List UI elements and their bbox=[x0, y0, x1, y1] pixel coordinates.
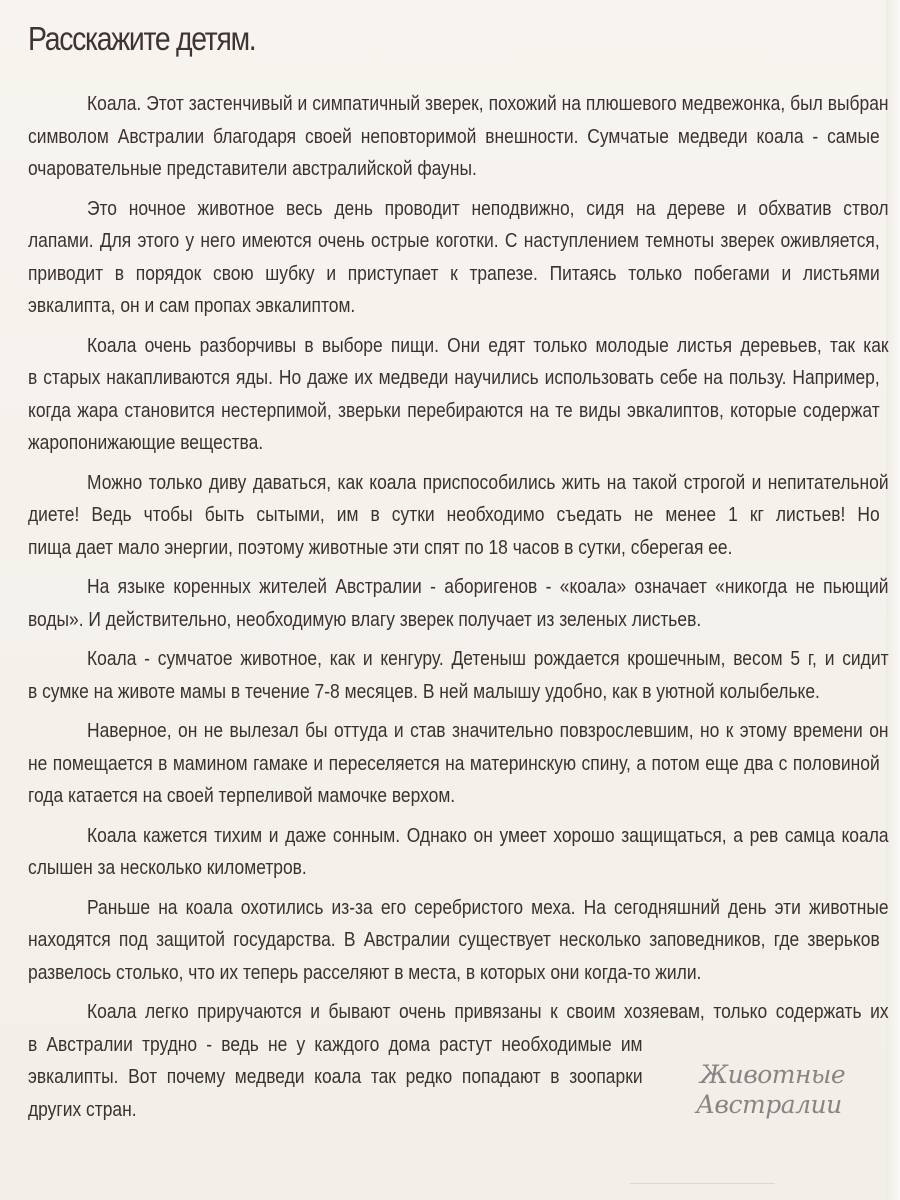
text-line-content: лапами. Для этого у него имеются очень острые коготки. С наступлением темноты зверек оживляется, bbox=[28, 229, 880, 252]
text-line bbox=[28, 715, 889, 748]
paragraph bbox=[28, 715, 889, 813]
text-line bbox=[28, 604, 880, 637]
text-line-content: слышен за несколько километров. bbox=[28, 856, 307, 879]
text-line bbox=[28, 957, 880, 990]
text-line-content: Коала легко приручаются и бывают очень привязаны к своим хозяевам, только содержать их bbox=[87, 1000, 889, 1023]
text-line-content: не помещается в мамином гамаке и переселяется на материнскую спину, а потом еще два с половиной bbox=[28, 751, 880, 775]
text-line-content: находятся под защитой государства. В Австралии существует несколько заповедников, где зверьков bbox=[28, 928, 880, 951]
text-line-content: диете! Ведь чтобы быть сытыми, им в сутки необходимо съедать не менее 1 кг листьев! Но bbox=[28, 503, 880, 526]
text-line bbox=[28, 427, 880, 460]
text-line bbox=[28, 499, 880, 532]
paragraph bbox=[28, 820, 889, 885]
text-line bbox=[28, 193, 889, 226]
text-line-content: эвкалипта, он и сам пропах эвкалиптом. bbox=[28, 294, 356, 317]
text-line-content: Наверное, он не вылезал бы оттуда и став значительно повзрослевшим, но к этому времени он bbox=[87, 719, 889, 742]
article-body bbox=[28, 88, 889, 1133]
text-line bbox=[28, 780, 880, 813]
paragraph bbox=[28, 330, 889, 460]
text-line bbox=[28, 225, 880, 258]
signature-line-1: Животные bbox=[700, 1060, 846, 1089]
text-line bbox=[28, 643, 889, 676]
text-line bbox=[28, 748, 880, 781]
text-line bbox=[28, 852, 880, 885]
text-line-content: Коала. Этот застенчивый и симпатичный зверек, похожий на плюшевого медвежонка, был выбран bbox=[87, 92, 889, 115]
text-line-content: приводит в порядок свою шубку и приступает к трапезе. Питаясь только побегами и листьями bbox=[28, 261, 880, 285]
text-line-content: пища дает мало энергии, поэтому животные эти спят по 18 часов в сутки, сберегая ее. bbox=[28, 535, 733, 559]
text-line-content: воды». И действительно, необходимую влагу зверек получает из зеленых листьев. bbox=[28, 607, 702, 631]
text-line-content: жаропонижающие вещества. bbox=[28, 431, 264, 454]
text-line bbox=[28, 88, 889, 121]
text-line bbox=[28, 820, 889, 853]
divider bbox=[630, 1183, 775, 1184]
text-line bbox=[28, 924, 880, 957]
text-line-content: Раньше на коала охотились из-за его серебристого меха. На сегодняшний день эти животные bbox=[87, 895, 889, 919]
text-line-content: Коала - сумчатое животное, как и кенгуру. Детеныш рождается крошечным, весом 5 г, и сидит bbox=[87, 647, 889, 670]
text-line bbox=[28, 532, 880, 565]
text-line bbox=[28, 330, 889, 363]
text-line-content: в Австралии трудно - ведь не у каждого дома растут необходимые им bbox=[28, 1032, 643, 1056]
text-line-content: в сумке на животе мамы в течение 7-8 месяцев. В ней малышу удобно, как в уютной колыбельке. bbox=[28, 679, 820, 703]
paragraph bbox=[28, 643, 889, 708]
text-line bbox=[28, 1029, 880, 1062]
text-line-content: других стран. bbox=[28, 1097, 137, 1121]
page-title: Расскажите детям. bbox=[28, 20, 256, 57]
text-line-content: когда жара становится нестерпимой, зверьки перебираются на те виды эвкалиптов, которые содержат bbox=[28, 398, 880, 422]
text-line-content: эвкалипты. Вот почему медведи коала так редко попадают в зоопарки bbox=[28, 1065, 643, 1088]
paragraph bbox=[28, 892, 889, 990]
text-line bbox=[28, 153, 880, 186]
text-line-content: На языке коренных жителей Австралии - аборигенов - «коала» означает «никогда не пьющий bbox=[87, 575, 889, 598]
paragraph bbox=[28, 467, 889, 565]
text-line bbox=[28, 676, 880, 709]
text-line-content: Это ночное животное весь день проводит неподвижно, сидя на дереве и обхватив ствол bbox=[87, 196, 889, 220]
text-line bbox=[28, 362, 880, 395]
text-line-content: очаровательные представители австралийской фауны. bbox=[28, 157, 477, 180]
text-line bbox=[28, 395, 880, 428]
text-line bbox=[28, 571, 889, 604]
text-line bbox=[28, 996, 889, 1029]
text-line-content: Коала кажется тихим и даже сонным. Однако он умеет хорошо защищаться, а рев самца коала bbox=[87, 823, 889, 847]
text-line bbox=[28, 290, 880, 323]
text-line bbox=[28, 892, 889, 925]
signature-line-2: Австралии bbox=[696, 1090, 842, 1119]
paragraph bbox=[28, 571, 889, 636]
text-line-content: Коала очень разборчивы в выборе пищи. Они едят только молодые листья деревьев, так как bbox=[87, 333, 889, 357]
paragraph bbox=[28, 193, 889, 323]
text-line-content: развелось столько, что их теперь расселяют в места, в которых они когда-то жили. bbox=[28, 960, 702, 984]
paragraph bbox=[28, 88, 889, 186]
text-line-content: символом Австралии благодаря своей неповторимой внешности. Сумчатые медведи коала - самые bbox=[28, 124, 880, 148]
text-line-content: Можно только диву даваться, как коала приспособились жить на такой строгой и непитательной bbox=[87, 470, 889, 494]
text-line bbox=[28, 121, 880, 154]
text-line bbox=[28, 467, 889, 500]
text-line bbox=[28, 258, 880, 291]
signature-logo bbox=[696, 1060, 846, 1120]
text-line-content: года катается на своей терпеливой мамочке верхом. bbox=[28, 784, 456, 807]
text-line-content: в старых накапливаются яды. Но даже их медведи научились использовать себе на пользу. Например, bbox=[28, 366, 880, 389]
